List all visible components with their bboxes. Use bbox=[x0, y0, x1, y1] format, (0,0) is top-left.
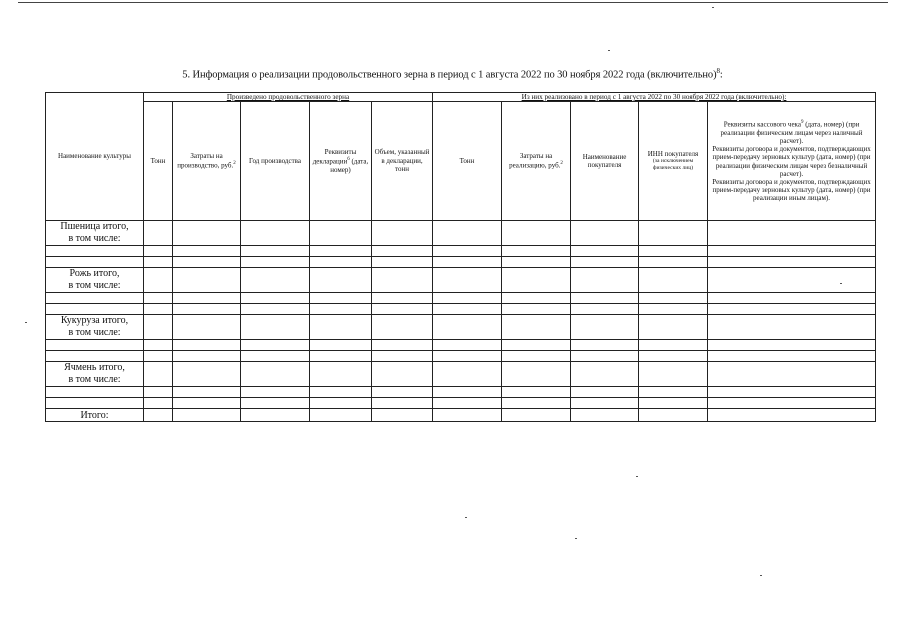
requisites-cashless: Реквизиты договора и документов, подтверждающих прием-передачу зерновых культур (дата, номер) (при реализации физическим лицам через безналичный расчет). bbox=[712, 145, 871, 178]
table-row-blank bbox=[46, 293, 876, 304]
costs-sold-note: 2 bbox=[560, 161, 563, 167]
table-cell[interactable] bbox=[372, 387, 433, 398]
inn-note-text: (за исключением физических лиц) bbox=[652, 158, 694, 172]
table-cell[interactable] bbox=[708, 340, 876, 351]
requisites-header bbox=[708, 102, 876, 221]
table-cell[interactable] bbox=[310, 398, 372, 409]
table-cell[interactable] bbox=[241, 268, 310, 293]
table-cell[interactable] bbox=[310, 257, 372, 268]
table-cell[interactable] bbox=[144, 221, 173, 246]
table-cell[interactable] bbox=[241, 293, 310, 304]
table-cell[interactable] bbox=[433, 362, 502, 387]
row-label-wheat bbox=[46, 221, 144, 246]
table-cell[interactable] bbox=[241, 221, 310, 246]
table-cell[interactable] bbox=[372, 351, 433, 362]
table-cell[interactable] bbox=[372, 315, 433, 340]
grain-sales-table bbox=[45, 92, 876, 422]
table-cell[interactable] bbox=[571, 246, 639, 257]
group-header-row bbox=[46, 93, 876, 102]
table-cell[interactable] bbox=[144, 293, 173, 304]
table-cell[interactable] bbox=[502, 304, 571, 315]
table-cell[interactable] bbox=[571, 315, 639, 340]
table-cell[interactable] bbox=[708, 398, 876, 409]
row-label-corn-1: Кукуруза итого, bbox=[60, 315, 129, 326]
table-cell[interactable] bbox=[433, 221, 502, 246]
table-cell[interactable] bbox=[173, 268, 241, 293]
table-cell[interactable] bbox=[502, 387, 571, 398]
table-cell[interactable] bbox=[708, 268, 876, 293]
section-title-suffix: : bbox=[719, 69, 723, 81]
requisites-cash-b: (дата, номер) (при реализации физическим лицам через наличный расчет). bbox=[720, 120, 863, 146]
table-cell[interactable] bbox=[502, 409, 571, 422]
table-cell[interactable] bbox=[433, 293, 502, 304]
inn-header bbox=[639, 102, 708, 221]
table-cell[interactable] bbox=[173, 221, 241, 246]
scan-speck bbox=[712, 7, 714, 8]
requisites-cash bbox=[710, 119, 873, 145]
table-cell[interactable] bbox=[144, 340, 173, 351]
table-cell[interactable] bbox=[241, 257, 310, 268]
table-cell[interactable] bbox=[502, 340, 571, 351]
table-cell[interactable] bbox=[639, 387, 708, 398]
table-row-blank bbox=[46, 257, 876, 268]
table-cell[interactable] bbox=[173, 362, 241, 387]
scan-speck bbox=[608, 50, 610, 51]
table-cell[interactable] bbox=[144, 268, 173, 293]
table-cell[interactable] bbox=[639, 304, 708, 315]
table-row-wheat bbox=[46, 221, 876, 246]
table-cell[interactable] bbox=[144, 387, 173, 398]
table-cell[interactable] bbox=[173, 340, 241, 351]
table-cell[interactable] bbox=[372, 409, 433, 422]
row-label-barley bbox=[46, 362, 144, 387]
costs-produced-note: 2 bbox=[233, 161, 236, 167]
table-cell[interactable] bbox=[241, 340, 310, 351]
table-cell[interactable] bbox=[46, 293, 144, 304]
crop-name-header bbox=[46, 93, 144, 221]
table-cell[interactable] bbox=[144, 362, 173, 387]
table-row-blank bbox=[46, 398, 876, 409]
table-cell[interactable] bbox=[433, 268, 502, 293]
table-row-blank bbox=[46, 340, 876, 351]
table-cell[interactable] bbox=[46, 351, 144, 362]
row-label-rye-2: в том числе: bbox=[68, 280, 121, 291]
inn-main-text: ИНН покупателя bbox=[647, 149, 699, 158]
table-cell[interactable] bbox=[173, 246, 241, 257]
table-cell[interactable] bbox=[241, 304, 310, 315]
table-cell[interactable] bbox=[372, 221, 433, 246]
table-cell[interactable] bbox=[708, 293, 876, 304]
declaration-text: Реквизиты декларации bbox=[312, 147, 357, 166]
table-row-corn bbox=[46, 315, 876, 340]
table-cell[interactable] bbox=[310, 362, 372, 387]
crop-name-header-text: Наименование культуры bbox=[58, 152, 131, 161]
table-cell[interactable] bbox=[708, 387, 876, 398]
table-cell[interactable] bbox=[639, 257, 708, 268]
table-cell[interactable] bbox=[502, 398, 571, 409]
row-label-rye bbox=[46, 268, 144, 293]
table-cell[interactable] bbox=[571, 304, 639, 315]
table-cell[interactable] bbox=[502, 268, 571, 293]
table-cell[interactable] bbox=[372, 268, 433, 293]
sold-group-header: Из них реализовано в период с 1 августа 2022 по 30 ноября 2022 года (включительно): bbox=[433, 93, 876, 102]
table-cell[interactable] bbox=[708, 315, 876, 340]
tons-produced-header: Тонн bbox=[144, 102, 173, 221]
requisites-other: Реквизиты договора и документов, подтверждающих прием-передачу зерновых культур (дата, номер) (при реализации иным лицам). bbox=[712, 178, 871, 203]
table-cell[interactable] bbox=[173, 304, 241, 315]
scan-speck bbox=[575, 538, 577, 539]
table-row-blank bbox=[46, 304, 876, 315]
table-row-blank bbox=[46, 387, 876, 398]
table-cell[interactable] bbox=[639, 351, 708, 362]
table-cell[interactable] bbox=[310, 387, 372, 398]
column-header-row bbox=[46, 102, 876, 221]
table-cell[interactable] bbox=[372, 362, 433, 387]
table-cell[interactable] bbox=[708, 362, 876, 387]
table-cell[interactable] bbox=[571, 340, 639, 351]
table-cell[interactable] bbox=[433, 387, 502, 398]
scan-speck bbox=[840, 283, 842, 284]
table-cell[interactable] bbox=[639, 246, 708, 257]
costs-produced-text: Затраты на производство, руб. bbox=[177, 151, 234, 170]
row-label-barley-2: в том числе: bbox=[68, 374, 121, 385]
table-cell[interactable] bbox=[173, 351, 241, 362]
table-cell[interactable] bbox=[639, 340, 708, 351]
table-cell[interactable] bbox=[46, 246, 144, 257]
costs-sold-text: Затраты на реализацию, руб. bbox=[509, 151, 561, 170]
table-cell[interactable] bbox=[310, 304, 372, 315]
section-title-footnote: 8 bbox=[716, 67, 720, 75]
table-cell[interactable] bbox=[46, 387, 144, 398]
section-title bbox=[0, 67, 905, 81]
table-cell[interactable] bbox=[372, 293, 433, 304]
table-cell[interactable] bbox=[372, 398, 433, 409]
table-cell[interactable] bbox=[310, 293, 372, 304]
table-cell[interactable] bbox=[241, 351, 310, 362]
table-cell[interactable] bbox=[502, 351, 571, 362]
row-label-barley-1: Ячмень итого, bbox=[64, 362, 125, 373]
tons-sold-header: Тонн bbox=[433, 102, 502, 221]
table-cell[interactable] bbox=[310, 315, 372, 340]
table-cell[interactable] bbox=[241, 398, 310, 409]
table-cell[interactable] bbox=[173, 257, 241, 268]
table-cell[interactable] bbox=[144, 304, 173, 315]
declaration-header bbox=[310, 102, 372, 221]
table-cell[interactable] bbox=[241, 246, 310, 257]
table-cell[interactable] bbox=[46, 304, 144, 315]
table-cell[interactable] bbox=[708, 221, 876, 246]
table-cell[interactable] bbox=[571, 351, 639, 362]
table-cell[interactable] bbox=[639, 409, 708, 422]
row-label-rye-1: Рожь итого, bbox=[69, 268, 120, 279]
table-cell[interactable] bbox=[310, 409, 372, 422]
table-cell[interactable] bbox=[173, 398, 241, 409]
table-cell[interactable] bbox=[502, 293, 571, 304]
table-row-rye bbox=[46, 268, 876, 293]
table-cell[interactable] bbox=[144, 246, 173, 257]
table-row-blank bbox=[46, 246, 876, 257]
costs-sold-header bbox=[502, 102, 571, 221]
scan-speck bbox=[465, 517, 467, 518]
table-cell[interactable] bbox=[571, 221, 639, 246]
declaration-note: 6 bbox=[347, 157, 350, 163]
table-cell[interactable] bbox=[433, 246, 502, 257]
requisites-cash-a: Реквизиты кассового чека bbox=[723, 120, 801, 129]
buyer-name-header: Наименование покупателя bbox=[571, 102, 639, 221]
scan-speck bbox=[636, 476, 638, 477]
table-cell[interactable] bbox=[173, 315, 241, 340]
table-cell[interactable] bbox=[502, 257, 571, 268]
table-cell[interactable] bbox=[571, 387, 639, 398]
table-cell[interactable] bbox=[372, 257, 433, 268]
table-cell[interactable] bbox=[571, 409, 639, 422]
table-cell[interactable] bbox=[639, 221, 708, 246]
table-cell[interactable] bbox=[310, 340, 372, 351]
table-cell[interactable] bbox=[310, 268, 372, 293]
table-cell[interactable] bbox=[433, 315, 502, 340]
table-cell[interactable] bbox=[241, 315, 310, 340]
table-cell[interactable] bbox=[241, 409, 310, 422]
table-cell[interactable] bbox=[144, 398, 173, 409]
table-cell[interactable] bbox=[433, 257, 502, 268]
table-cell[interactable] bbox=[502, 315, 571, 340]
table-cell[interactable] bbox=[144, 257, 173, 268]
row-label-corn bbox=[46, 315, 144, 340]
table-cell[interactable] bbox=[708, 257, 876, 268]
table-cell[interactable] bbox=[46, 257, 144, 268]
table-cell[interactable] bbox=[708, 409, 876, 422]
row-label-total: Итого: bbox=[46, 409, 144, 422]
table-row-barley bbox=[46, 362, 876, 387]
table-cell[interactable] bbox=[173, 409, 241, 422]
declaration-tail: (дата, номер) bbox=[330, 157, 369, 174]
table-cell[interactable] bbox=[241, 362, 310, 387]
costs-produced-header bbox=[173, 102, 241, 221]
table-cell[interactable] bbox=[433, 304, 502, 315]
table-cell[interactable] bbox=[639, 362, 708, 387]
table-cell[interactable] bbox=[173, 387, 241, 398]
table-cell[interactable] bbox=[571, 257, 639, 268]
table-row-total bbox=[46, 409, 876, 422]
table-cell[interactable] bbox=[241, 387, 310, 398]
table-cell[interactable] bbox=[144, 315, 173, 340]
table-cell[interactable] bbox=[433, 351, 502, 362]
table-cell[interactable] bbox=[433, 409, 502, 422]
table-cell[interactable] bbox=[571, 293, 639, 304]
table-cell[interactable] bbox=[571, 362, 639, 387]
table-cell[interactable] bbox=[46, 398, 144, 409]
table-cell[interactable] bbox=[433, 398, 502, 409]
table-cell[interactable] bbox=[372, 304, 433, 315]
table-cell[interactable] bbox=[639, 268, 708, 293]
section-title-text: 5. Информация о реализации продовольственного зерна в период с 1 августа 2022 по 30 ноября 2022 года (включительно) bbox=[182, 69, 717, 81]
table-cell[interactable] bbox=[502, 362, 571, 387]
table-cell[interactable] bbox=[502, 221, 571, 246]
table-cell[interactable] bbox=[372, 246, 433, 257]
scan-speck bbox=[25, 322, 27, 323]
table-cell[interactable] bbox=[708, 304, 876, 315]
table-cell[interactable] bbox=[639, 398, 708, 409]
scan-speck bbox=[760, 575, 762, 576]
requisites-cash-note: 9 bbox=[800, 120, 804, 126]
table-cell[interactable] bbox=[144, 351, 173, 362]
table-cell[interactable] bbox=[310, 351, 372, 362]
year-header: Год производства bbox=[241, 102, 310, 221]
row-label-wheat-1: Пшеница итого, bbox=[60, 221, 129, 232]
table-cell[interactable] bbox=[571, 268, 639, 293]
table-cell[interactable] bbox=[310, 246, 372, 257]
row-label-corn-2: в том числе: bbox=[68, 327, 121, 338]
table-cell[interactable] bbox=[502, 246, 571, 257]
volume-declared-header: Объем, указанный в декларации, тонн bbox=[372, 102, 433, 221]
produced-group-header: Произведено продовольственного зерна bbox=[144, 93, 433, 102]
row-label-wheat-2: в том числе: bbox=[68, 233, 121, 244]
table-cell[interactable] bbox=[639, 293, 708, 304]
table-cell[interactable] bbox=[639, 315, 708, 340]
table-cell[interactable] bbox=[571, 398, 639, 409]
table-cell[interactable] bbox=[144, 409, 173, 422]
table-cell[interactable] bbox=[372, 340, 433, 351]
table-cell[interactable] bbox=[708, 351, 876, 362]
table-cell[interactable] bbox=[173, 293, 241, 304]
table-cell[interactable] bbox=[46, 340, 144, 351]
table-cell[interactable] bbox=[310, 221, 372, 246]
table-row-blank bbox=[46, 351, 876, 362]
table-cell[interactable] bbox=[433, 340, 502, 351]
table-cell[interactable] bbox=[708, 246, 876, 257]
page-top-border bbox=[18, 2, 888, 3]
